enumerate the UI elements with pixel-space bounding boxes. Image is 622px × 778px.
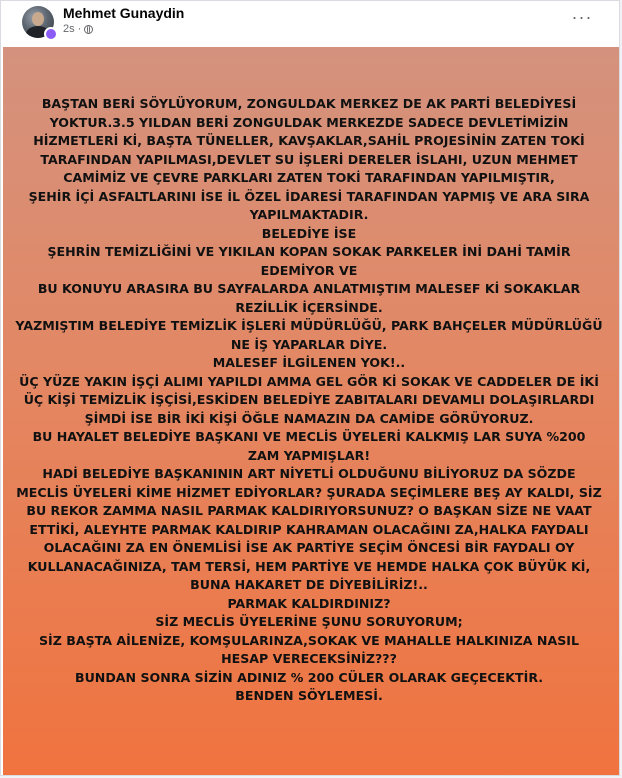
post-header	[1, 1, 621, 47]
post-text-line: HADİ BELEDİYE BAŞKANININ ART NİYETLİ OLDUĞUNU BİLİYORUZ DA SÖZDE	[42, 466, 576, 481]
post-text-line: REZİLLİK İÇERSİNDE.	[235, 299, 383, 315]
post-time[interactable]: 2s	[63, 23, 75, 35]
post-text-line: ETTİKİ, ALEYHTE PARMAK KALDIRIP KAHRAMAN OLACAĞINI ZA,HALKA FAYDALI	[29, 521, 589, 537]
post-text-line: MECLİS ÜYELERİ KİME HİZMET EDİYORLAR? ŞURADA SEÇİMLERE BEŞ AY KALDI, SİZ	[16, 484, 602, 500]
post-text-line: ÜÇ KİŞİ TEMİZLİK İŞÇİSİ,ESKİDEN BELEDİYE ZABITALARI DEVAMLI DOLAŞIRLARDI	[23, 392, 595, 407]
more-options-icon[interactable]: ···	[571, 7, 593, 27]
post-text-line: HİZMETLERİ Kİ, BAŞTA TÜNELLER, KAVŞAKLAR,SAHİL PROJESİNİN ZATEN TOKİ	[33, 133, 585, 148]
globe-icon[interactable]	[84, 25, 93, 34]
post-text-line: YAPILMAKTADIR.	[249, 207, 369, 222]
post-text-line: BUNA HAKARET DE DİYEBİLİRİZ!..	[190, 577, 428, 592]
post-text-line: YOKTUR.3.5 YILDAN BERİ ZONGULDAK MERKEZDE SADECE DEVLETİMİZİN	[49, 114, 569, 130]
post-text-line: BU HAYALET BELEDİYE BAŞKANI VE MECLİS ÜYELERİ KALKMIŞ LAR SUYA %200	[32, 429, 586, 444]
profile-badge-icon	[44, 27, 58, 41]
post-text-line: KULLANACAĞINIZA, TAM TERSİ, HEM PARTİYE VE HEMDE HALKA ÇOK BÜYÜK Kİ,	[27, 558, 591, 574]
meta-separator: ·	[77, 23, 82, 35]
post-text-line: CAMİMİZ VE ÇEVRE PARKLARI ZATEN TOKİ TARAFINDAN YAPILMIŞTIR,	[63, 170, 555, 185]
post-text-line: BENDEN SÖYLEMESİ.	[235, 688, 383, 703]
post-text-line: SİZ MECLİS ÜYELERİNE ŞUNU SORUYORUM;	[155, 614, 463, 629]
author-name[interactable]: Mehmet Gunaydin	[63, 5, 185, 21]
post-text-line: BU KONUYU ARASIRA BU SAYFALARDA ANLATMIŞTIM MALESEF Kİ SOKAKLAR	[37, 281, 581, 296]
post-text-line: MALESEF İLGİLENEN YOK!..	[212, 355, 406, 370]
post-text-line: BAŞTAN BERİ SÖYLÜYORUM, ZONGULDAK MERKEZ DE AK PARTİ BELEDİYESİ	[41, 96, 577, 111]
post-text-line: ZAM YAPMIŞLAR!	[247, 447, 371, 463]
avatar-face	[32, 12, 44, 26]
post-text-line: BUNDAN SONRA SİZİN ADINIZ % 200 CÜLER OLARAK GEÇECEKTİR.	[74, 669, 544, 685]
post-text-line: SİZ BAŞTA AİLENİZE, KOMŞULARINZA,SOKAK VE MAHALLE HALKINIZA NASIL	[38, 632, 579, 648]
post-text-line: PARMAK KALDIRDINIZ?	[227, 595, 391, 611]
post-text-line: BU REKOR ZAMMA NASIL PARMAK KALDIRIYORSUNUZ? O BAŞKAN SİZE NE VAAT	[26, 503, 592, 518]
post-text-line: OLACAĞINI ZA EN ÖNEMLİSİ İSE AK PARTİYE SEÇİM ÖNCESİ BİR FAYDALI OY	[43, 540, 575, 555]
post-text-line: ŞEHİR İÇİ ASFALTLARINI İSE İL ÖZEL İDARESİ TARAFINDAN YAPMIŞ VE ARA SIRA	[28, 188, 590, 204]
post-meta	[63, 23, 93, 35]
post-text-line: TARAFINDAN YAPILMASI,DEVLET SU İŞLERİ DERELER İSLAHI, UZUN MEHMET	[40, 151, 578, 167]
post-text-line: ŞİMDİ İSE BİR İKİ KİŞİ ÖĞLE NAMAZIN DA CAMİDE GÖRÜYORUZ.	[84, 410, 534, 426]
post-text-line: ŞEHRİN TEMİZLİĞİNİ VE YIKILAN KOPAN SOKAK PARKELER İNİ DAHİ TAMİR	[47, 244, 571, 259]
post-text-line: BELEDİYE İSE	[261, 225, 357, 241]
post-text-line: NE İŞ YAPARLAR DİYE.	[230, 336, 388, 352]
post-text-line: ÜÇ YÜZE YAKIN İŞÇİ ALIMI YAPILDI AMMA GEL GÖR Kİ SOKAK VE CADDELER DE İKİ	[19, 373, 599, 389]
post-text-line: HESAP VERECEKSİNİZ???	[221, 651, 397, 666]
post-text-line: EDEMİYOR VE	[260, 262, 358, 278]
post-text-line: YAZMIŞTIM BELEDİYE TEMİZLİK İŞLERİ MÜDÜRLÜĞÜ, PARK BAHÇELER MÜDÜRLÜĞÜ	[15, 318, 603, 333]
post-text	[11, 51, 607, 706]
